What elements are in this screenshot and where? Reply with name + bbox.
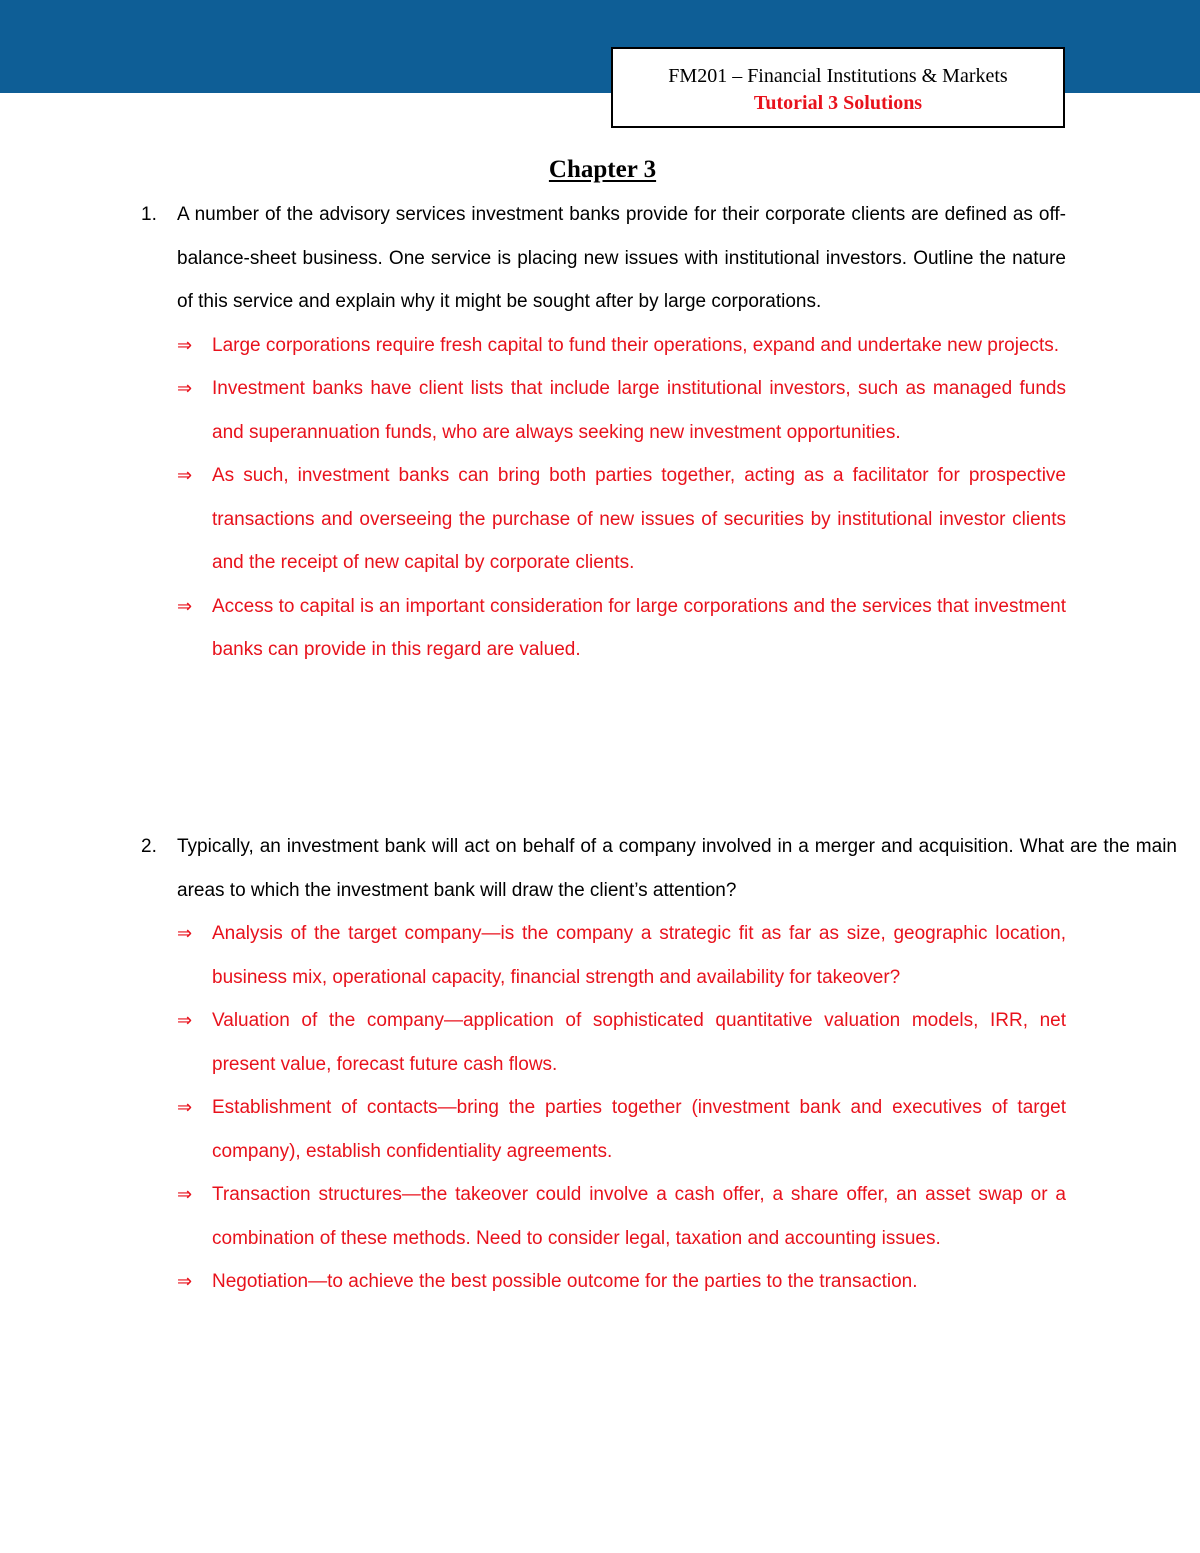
answer-text: Transaction structures—the takeover could involve a cash offer, a share offer, an asset swap or a combination of these methods. Need to consider legal, taxation and accounting issues.: [212, 1184, 1066, 1249]
answer-item: [136, 1086, 1066, 1173]
answer-text: Large corporations require fresh capital to fund their operations, expand and undertake new projects.: [212, 334, 1060, 356]
question-number: 2.: [141, 836, 157, 857]
double-arrow-icon: ⇒: [177, 923, 193, 944]
answer-text: Valuation of the company—application of sophisticated quantitative valuation models, IRR, net present value, forecast future cash flows.: [212, 1010, 1066, 1075]
answer-text: Establishment of contacts—bring the parties together (investment bank and executives of target company), establish confidentiality agreements.: [212, 1097, 1066, 1162]
question-text: Typically, an investment bank will act on behalf of a company involved in a merger and acquisition. What are the main areas to which the investment bank will draw the client’s attention?: [177, 836, 1177, 901]
double-arrow-icon: ⇒: [177, 1097, 193, 1118]
tutorial-subtitle: Tutorial 3 Solutions: [753, 92, 923, 114]
answer-item: [136, 1260, 1066, 1304]
double-arrow-icon: ⇒: [177, 595, 193, 617]
double-arrow-icon: ⇒: [177, 378, 193, 399]
answer-item: [136, 585, 1066, 672]
question-text: A number of the advisory services investment banks provide for their corporate clients are defined as off-balance-sheet business. One service is placing new issues with institutional investors. Outline the nature of this service and explain why it might be sought after by large corporations.: [177, 204, 1066, 312]
question-number: 1.: [141, 204, 157, 225]
answer-list-2: [136, 912, 1066, 1304]
answer-item: [136, 1173, 1066, 1260]
double-arrow-icon: ⇒: [177, 1271, 193, 1292]
answer-text: Analysis of the target company—is the company a strategic fit as far as size, geographic location, business mix, operational capacity, financial strength and availability for takeover?: [212, 923, 1066, 988]
course-header-box: [611, 47, 1065, 128]
question-2: [136, 825, 1177, 912]
answer-text: Investment banks have client lists that include large institutional investors, such as managed funds and superannuation funds, who are always seeking new investment opportunities.: [212, 378, 1066, 443]
question-block-1: [136, 193, 1066, 672]
course-title: FM201 – Financial Institutions & Markets: [668, 65, 1008, 87]
double-arrow-icon: ⇒: [177, 1184, 193, 1205]
question-1: [136, 193, 1066, 324]
double-arrow-icon: ⇒: [177, 1010, 193, 1031]
answer-item: [136, 999, 1066, 1086]
answer-item: [136, 367, 1066, 454]
answer-item: [136, 454, 1066, 585]
double-arrow-icon: ⇒: [177, 334, 193, 356]
answer-item: [136, 324, 1066, 368]
answer-item: [136, 912, 1066, 999]
answer-text: As such, investment banks can bring both parties together, acting as a facilitator for prospective transactions and overseeing the purchase of new issues of securities by institutional investor clients and the receipt of new capital by corporate clients.: [212, 465, 1066, 573]
answer-text: Access to capital is an important consideration for large corporations and the services that investment banks can provide in this regard are valued.: [212, 595, 1066, 660]
answer-list-1: [136, 324, 1066, 672]
double-arrow-icon: ⇒: [177, 465, 193, 486]
chapter-title: Chapter 3: [548, 156, 657, 183]
question-block-2: [136, 825, 1177, 1304]
answer-text: Negotiation—to achieve the best possible outcome for the parties to the transaction.: [212, 1271, 918, 1292]
